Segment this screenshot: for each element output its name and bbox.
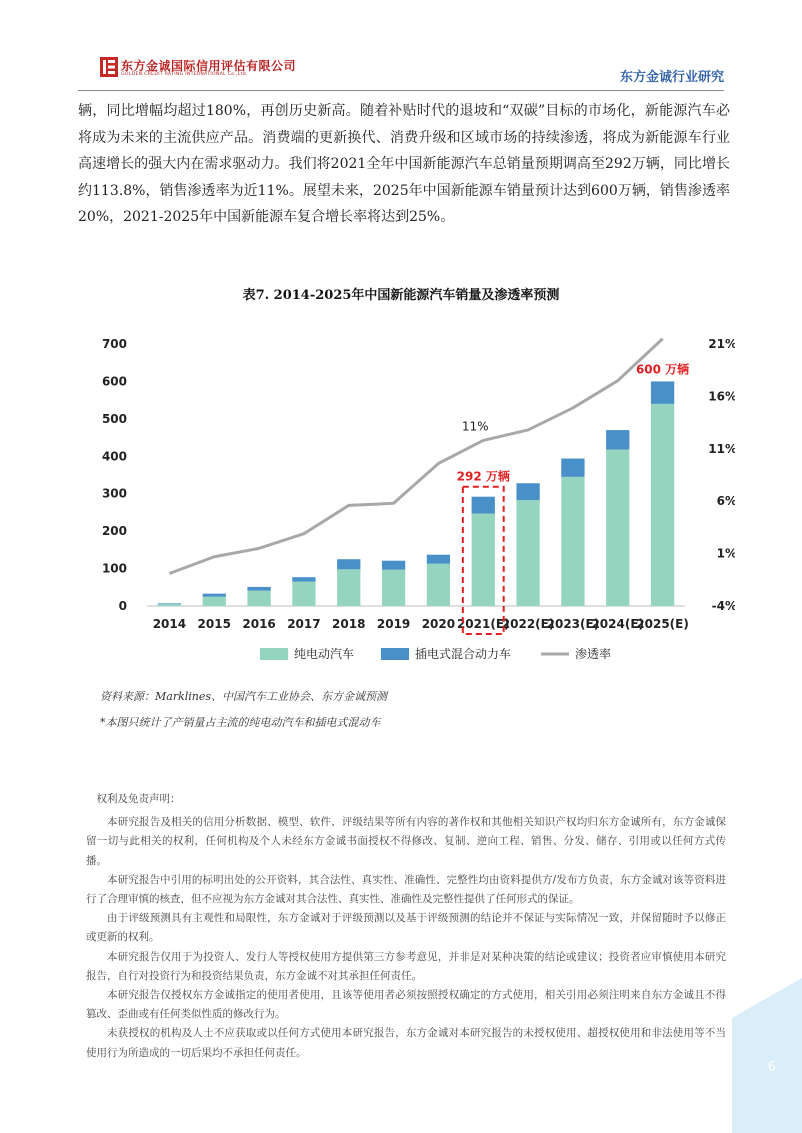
chart-annotation: 292 万辆: [456, 469, 510, 484]
bar-bev: [292, 582, 315, 606]
bar-phev: [247, 587, 270, 591]
legend-label: 插电式混合动力车: [415, 647, 512, 661]
chart-annotation: 600 万辆: [635, 362, 690, 377]
legend-swatch: [260, 648, 288, 660]
chart-source: 资料来源：Marklines、中国汽车工业协会、东方金诚预测: [100, 690, 388, 703]
y-right-tick-label: 16%: [708, 389, 735, 404]
company-name-cn: 东方金诚国际信用评估有限公司: [121, 59, 297, 73]
table-title: 表7. 2014-2025年中国新能源汽车销量及渗透率预测: [242, 288, 560, 303]
y-right-tick-label: 1%: [716, 546, 735, 561]
bar-bev: [247, 591, 270, 606]
company-logo-icon: [100, 57, 118, 77]
bar-bev: [516, 500, 539, 606]
disclaimer-paragraph: 本研究报告仅用于为投资人、发行人等授权使用方提供第三方参考意见，并非是对某种决策的结论或建议；投资者应审慎使用本研究报告，自行对投资行为和投资结果负责，东方金诚不对其承担任何责任。: [86, 950, 726, 982]
page-number: 6: [767, 1060, 776, 1075]
bar-phev: [337, 559, 360, 569]
bar-bev: [158, 604, 181, 606]
y-left-tick-label: 200: [101, 524, 127, 539]
bar-bev: [427, 564, 450, 606]
y-left-tick-label: 400: [101, 449, 127, 464]
y-left-tick-label: 300: [101, 486, 127, 501]
chart-annotation: 11%: [461, 419, 489, 434]
y-left-tick-label: 600: [101, 374, 127, 389]
body-paragraph: 辆，同比增幅均超过180%，再创历史新高。随着补贴时代的退坡和“双碳”目标的市场化，新能源汽车必将成为未来的主流供应产品。消费端的更新换代、消费升级和区域市场的持续渗透，将成为新能源车行业高速增长的强大内在需求驱动力。我们将2021全年中国新能源汽车总销量预期调高至292万辆，同比增长约113.8%，销售渗透率为近11%。展望未来，2025年中国新能源车销量预计达到600万辆，销售渗透率20%，2021-2025年中国新能源车复合增长率将达到25%。: [78, 103, 730, 225]
section-title: 东方金诚行业研究: [619, 70, 724, 85]
page-corner-decoration: [732, 978, 802, 1133]
legend-label: 渗透率: [575, 647, 612, 661]
bar-phev: [472, 497, 495, 514]
bar-phev: [516, 483, 539, 500]
x-tick-label: 2019: [376, 617, 411, 631]
disclaimer-paragraph: 未获授权的机构及人士不应获取或以任何方式使用本研究报告，东方金诚对本研究报告的未授权使用、超授权使用和非法使用等不当使用行为所造成的一切后果均不承担任何责任。: [86, 1027, 726, 1059]
body-text: [78, 98, 730, 231]
bar-bev: [203, 597, 226, 606]
x-tick-label: 2021(E): [456, 617, 510, 631]
bar-phev: [382, 561, 405, 570]
sales-chart: [95, 328, 735, 678]
bar-phev: [427, 555, 450, 564]
x-tick-label: 2022(E): [501, 617, 555, 631]
disclaimer: [86, 790, 726, 1063]
bar-bev: [472, 514, 495, 606]
x-tick-label: 2025(E): [636, 617, 689, 631]
legend-label: 纯电动汽车: [294, 647, 355, 661]
x-tick-label: 2017: [287, 617, 321, 631]
bar-phev: [158, 603, 181, 604]
chart-svg: [95, 328, 735, 678]
y-left-tick-label: 100: [101, 561, 127, 576]
line-penetration: [169, 339, 662, 574]
x-tick-label: 2016: [242, 617, 276, 631]
y-right-tick-label: 6%: [716, 494, 735, 509]
x-tick-label: 2020: [421, 617, 456, 631]
disclaimer-paragraph: 本研究报告中引用的标明出处的公开资料，其合法性、真实性、准确性、完整性均由资料提供方/发布方负责，东方金诚对该等资料进行了合理审慎的核查，但不应视为东方金诚对其合法性、真实性、准确性及完整性提供了任何形式的保证。: [86, 873, 726, 906]
bar-phev: [561, 459, 584, 477]
bar-phev: [651, 381, 674, 403]
disclaimer-paragraph: 由于评级预测具有主观性和局限性，东方金诚对于评级预测以及基于评级预测的结论并不保证与实际情况一致，并保留随时予以修正或更新的权利。: [86, 912, 726, 944]
y-right-tick-label: 21%: [708, 337, 735, 351]
bar-bev: [651, 404, 674, 606]
company-name-en: GOLDEN CREDIT RATING INTERNATIONAL Co.,Ltd.: [121, 72, 248, 77]
disclaimer-paragraph: 本研究报告及相关的信用分析数据、模型、软件、评级结果等所有内容的著作权和其他相关知识产权均归东方金诚所有，东方金诚保留一切与此相关的权利，任何机构及个人未经东方金诚书面授权不得修改、复制、逆向工程、销售、分发、储存、引用或以任何方式传播。: [86, 816, 726, 867]
y-left-tick-label: 700: [101, 337, 127, 351]
y-left-tick-label: 500: [101, 411, 127, 426]
x-tick-label: 2024(E): [591, 617, 645, 631]
x-tick-label: 2014: [152, 617, 187, 631]
header-divider: [78, 90, 724, 91]
y-right-tick-label: 11%: [708, 441, 735, 456]
x-tick-label: 2023(E): [546, 617, 600, 631]
bar-phev: [203, 594, 226, 597]
bar-bev: [382, 570, 405, 606]
legend-swatch: [381, 648, 409, 660]
bar-phev: [606, 430, 629, 449]
x-tick-label: 2018: [332, 617, 366, 631]
bar-phev: [292, 577, 315, 581]
page-header: [0, 0, 802, 96]
y-right-tick-label: -4%: [711, 599, 735, 613]
bar-bev: [606, 450, 629, 606]
chart-note: *本图只统计了产销量占主流的纯电动汽车和插电式混动车: [100, 716, 381, 729]
disclaimer-paragraph: 本研究报告仅授权东方金诚指定的使用者使用，且该等使用者必须按照授权确定的方式使用，相关引用必须注明来自东方金诚且不得篡改、歪曲或有任何类似性质的修改行为。: [86, 989, 726, 1021]
y-left-tick-label: 0: [118, 599, 127, 613]
x-tick-label: 2015: [197, 617, 231, 631]
disclaimer-title: 权利及免责声明：: [96, 793, 181, 805]
bar-bev: [561, 477, 584, 606]
bar-bev: [337, 569, 360, 606]
